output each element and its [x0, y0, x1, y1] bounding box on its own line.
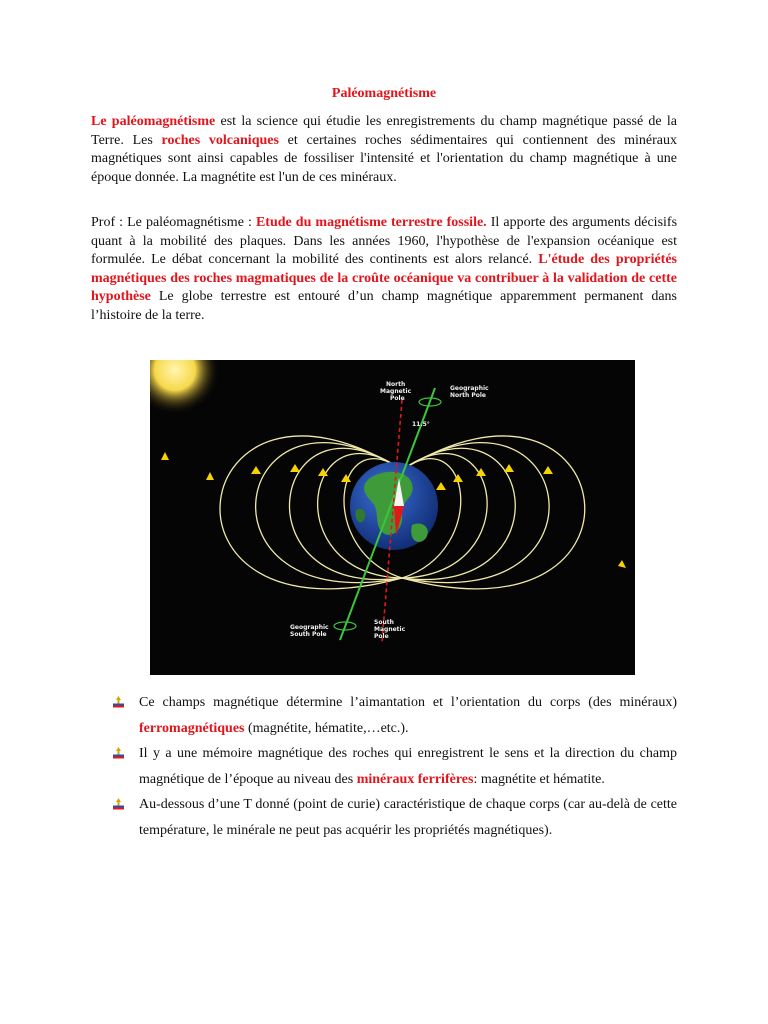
sun-glow: [150, 360, 220, 415]
bullet-item: [113, 792, 677, 843]
paragraph-text: Prof : Le paléomagnétisme :: [91, 215, 256, 230]
paragraph-text: est la science qui étudie les enregistrements du champ magnétique passé de la Terre. Les: [91, 114, 678, 148]
label-geographic-north-2: North Pole: [450, 392, 486, 399]
label-geographic-north-1: Geographic: [450, 385, 489, 392]
term-mineraux-ferriferes: minéraux ferrifères: [356, 771, 474, 787]
bullet-text: (magnétite, hématite,…etc.).: [244, 720, 409, 736]
term-roches-volcaniques: roches volcaniques: [161, 132, 279, 148]
arrow-bullet-icon: [113, 798, 124, 810]
term-ferromagnetiques: ferromagnétiques: [139, 720, 245, 736]
label-north-magnetic-1: North: [386, 381, 406, 388]
bullet-list: [113, 690, 677, 843]
intro-paragraph: [91, 113, 677, 187]
prof-paragraph: [91, 214, 677, 326]
term-magnetisme-fossile: Etude du magnétisme terrestre fossile.: [255, 215, 487, 230]
arrow-bullet-icon: [113, 696, 124, 708]
label-south-magnetic-2: Magnetic: [374, 626, 406, 633]
page-title: Paléomagnétisme: [331, 86, 437, 101]
paragraph-text: Le globe terrestre est entouré d’un champ magnétique apparemment permanent dans l’histoire de la terre.: [91, 289, 677, 323]
arrow-bullet-icon: [113, 747, 124, 759]
magnetic-field-diagram: [150, 360, 635, 675]
bullet-text: Ce champs magnétique détermine l’aimantation et l’orientation du corps (des minéraux): [139, 695, 677, 710]
paragraph-text: Il apporte des arguments décisifs quant à la mobilité des plaques. Dans les années 1960, l'hypothèse de l'expansion océanique est formulée. Le débat concernant la mobilité des continents est alors relancé.: [91, 215, 678, 268]
bullet-text: Il y a une mémoire magnétique des roches qui enregistrent le sens et la direction du champ magnétique de l’époque au niveau des: [139, 746, 677, 787]
bullet-item: [113, 741, 677, 792]
bullet-text: Au-dessous d’une T donné (point de curie) caractéristique de chaque corps (car au-delà de cette température, le minérale ne peut pas acquérir les propriétés magnétiques).: [139, 797, 677, 838]
earth-magnetic-field-figure: [150, 360, 635, 675]
label-south-magnetic-1: South: [374, 619, 394, 626]
term-paleomagnetisme: Le paléomagnétisme: [91, 114, 216, 129]
bullet-item: [113, 690, 677, 741]
label-geographic-south-1: Geographic: [290, 624, 329, 631]
label-north-magnetic-3: Pole: [390, 395, 405, 402]
term-etude-proprietes: L'étude des propriétés magnétiques des roches magmatiques de la croûte océanique va contribuer à la validation de cette hypothèse: [91, 252, 677, 305]
bullet-text: : magnétite et hématite.: [473, 771, 605, 787]
label-north-magnetic-2: Magnetic: [380, 388, 412, 395]
label-angle: 11.5°: [412, 421, 430, 428]
label-south-magnetic-3: Pole: [374, 633, 389, 640]
paragraph-text: et certaines roches sédimentaires qui contiennent des minéraux magnétiques sont ainsi capables de fossiliser l'intensité et l'orientation du champ magnétique à une époque donnée. La magnétite est l'un de ces minéraux.: [91, 132, 678, 185]
label-geographic-south-2: South Pole: [290, 631, 327, 638]
